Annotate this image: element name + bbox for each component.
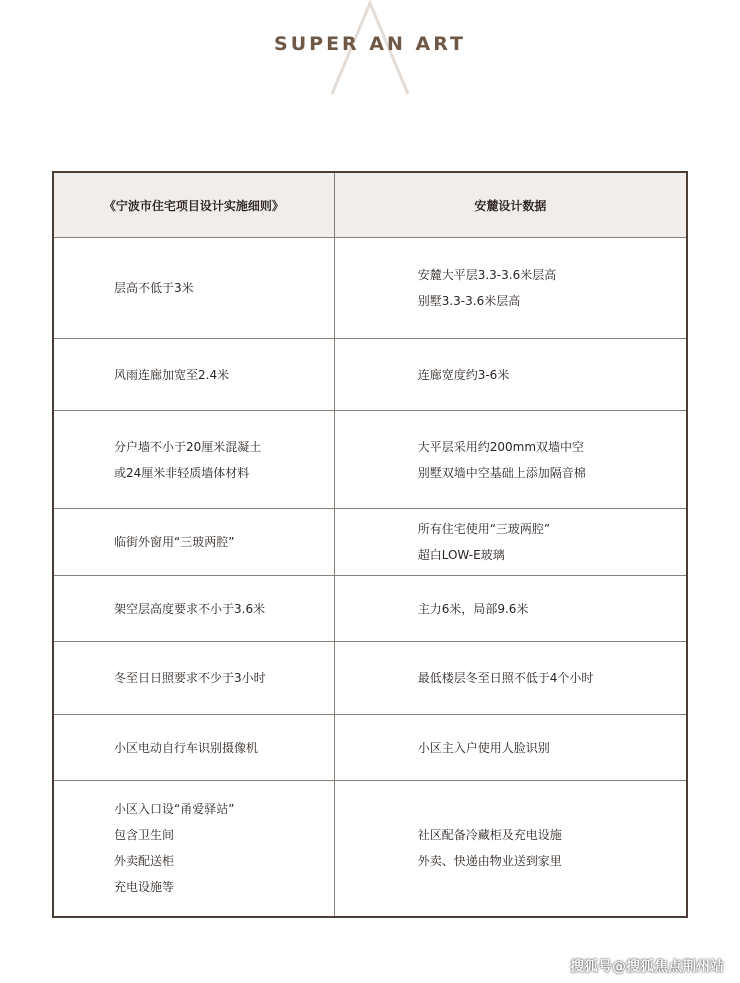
brand-header — [0, 0, 740, 110]
table-row — [53, 411, 687, 509]
regulation-cell — [53, 715, 334, 781]
comparison-table-container — [52, 171, 688, 918]
table-body — [53, 238, 687, 917]
cell-text-line: 别墅3.3-3.6米层高 — [417, 294, 521, 308]
regulation-cell — [53, 411, 334, 509]
cell-text-line: 外卖、快递由物业送到家里 — [417, 854, 562, 869]
regulation-cell — [53, 509, 334, 576]
cell-text-line: 连廊宽度约3-6米 — [417, 367, 510, 382]
regulation-cell — [53, 781, 334, 917]
anlu-data-cell — [334, 715, 687, 781]
table-row — [53, 339, 687, 411]
brand-a-mark-icon — [0, 0, 740, 110]
cell-text-line: 超白LOW-E玻璃 — [417, 548, 505, 562]
cell-text-line: 冬至日日照要求不少于3小时 — [114, 671, 266, 685]
table-row — [53, 238, 687, 339]
cell-text-line: 架空层高度要求不小于3.6米 — [114, 601, 266, 616]
anlu-data-cell — [334, 576, 687, 642]
cell-text-line: 充电设施等 — [114, 880, 175, 895]
regulation-cell — [53, 339, 334, 411]
cell-text-line: 别墅双墙中空基础上添加隔音棉 — [417, 465, 586, 480]
anlu-data-cell — [334, 642, 687, 715]
table-row — [53, 509, 687, 576]
comparison-table — [52, 171, 688, 918]
header-anlu-data: 安麓设计数据 — [334, 172, 687, 238]
watermark-text: 搜狐号@搜狐焦点荆州站 — [570, 959, 724, 975]
cell-text-line: 社区配备冷藏柜及充电设施 — [417, 828, 562, 843]
cell-text-line: 小区入口设“甬爱驿站” — [114, 802, 235, 817]
cell-text-line: 临街外窗用“三玻两腔” — [114, 535, 235, 549]
cell-text-line: 小区电动自行车识别摄像机 — [114, 740, 259, 755]
table-header-row — [53, 172, 687, 238]
cell-text-line: 最低楼层冬至日照不低于4个小时 — [417, 671, 594, 685]
anlu-data-cell — [334, 781, 687, 917]
cell-text-line: 大平层采用约200mm双墙中空 — [417, 439, 585, 454]
anlu-data-cell — [334, 509, 687, 576]
cell-text-line: 层高不低于3米 — [114, 281, 194, 295]
regulation-cell — [53, 238, 334, 339]
table-row — [53, 642, 687, 715]
anlu-data-cell — [334, 339, 687, 411]
cell-text-line: 分户墙不小于20厘米混凝土 — [114, 439, 262, 454]
cell-text-line: 安麓大平层3.3-3.6米层高 — [417, 268, 557, 282]
cell-text-line: 包含卫生间 — [114, 828, 175, 843]
cell-text-line: 或24厘米非轻质墙体材料 — [114, 465, 250, 480]
cell-text-line: 外卖配送柜 — [114, 854, 175, 869]
regulation-cell — [53, 642, 334, 715]
table-row — [53, 576, 687, 642]
table-row — [53, 781, 687, 917]
cell-text-line: 风雨连廊加宽至2.4米 — [114, 367, 230, 382]
brand-logo-text: SUPER AN ART — [274, 33, 466, 55]
regulation-cell — [53, 576, 334, 642]
table-row — [53, 715, 687, 781]
cell-text-line: 主力6米，局部9.6米 — [417, 601, 529, 616]
header-regulation: 《宁波市住宅项目设计实施细则》 — [53, 172, 334, 238]
cell-text-line: 小区主入户使用人脸识别 — [417, 740, 550, 755]
cell-text-line: 所有住宅使用“三玻两腔” — [417, 522, 551, 536]
anlu-data-cell — [334, 238, 687, 339]
anlu-data-cell — [334, 411, 687, 509]
